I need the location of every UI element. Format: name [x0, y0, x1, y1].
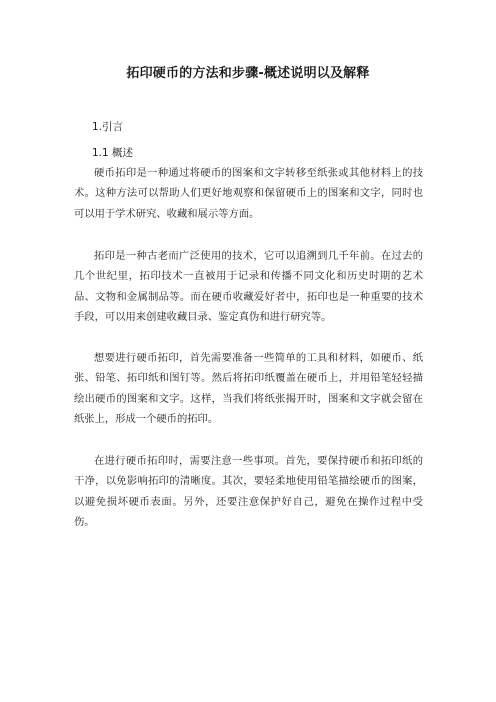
document-title: 拓印硬币的方法和步骤-概述说明以及解释 — [126, 66, 370, 81]
paragraph-3: 想要进行硬币拓印，首先需要准备一些简单的工具和材料，如硬币、纸张、铅笔、拓印纸和图钉等。然后将拓印纸覆盖在硬币上，并用铅笔轻轻描绘出硬币的图案和文字。这样，当我们将纸张揭开时，图案和文字就会留在纸张上，形成一个硬币的拓印。 — [74, 352, 423, 426]
paragraph-4: 在进行硬币拓印时，需要注意一些事项。首先，要保持硬币和拓印纸的干净，以免影响拓印的清晰度。其次，要轻柔地使用铅笔描绘硬币的图案，以避免损坏硬币表面。另外，还要注意保护好自己，避免在操作过程中受伤。 — [74, 455, 423, 529]
section-heading-introduction: 1.引言 — [92, 121, 124, 133]
paragraph-1: 硬币拓印是一种通过将硬币的图案和文字转移至纸张或其他材料上的技术。这种方法可以帮助人们更好地观察和保留硬币上的图案和文字，同时也可以用于学术研究、收藏和展示等方面。 — [74, 167, 423, 220]
section-heading-overview: 1.1 概述 — [92, 147, 134, 159]
paragraph-2: 拓印是一种古老而广泛使用的技术，它可以追溯到几千年前。在过去的几个世纪里，拓印技术一直被用于记录和传播不同文化和历史时期的艺术品、文物和金属制品等。而在硬币收藏爱好者中，拓印也是一种重要的技术手段，可以用来创建收藏目录、鉴定真伪和进行研究等。 — [74, 250, 423, 324]
